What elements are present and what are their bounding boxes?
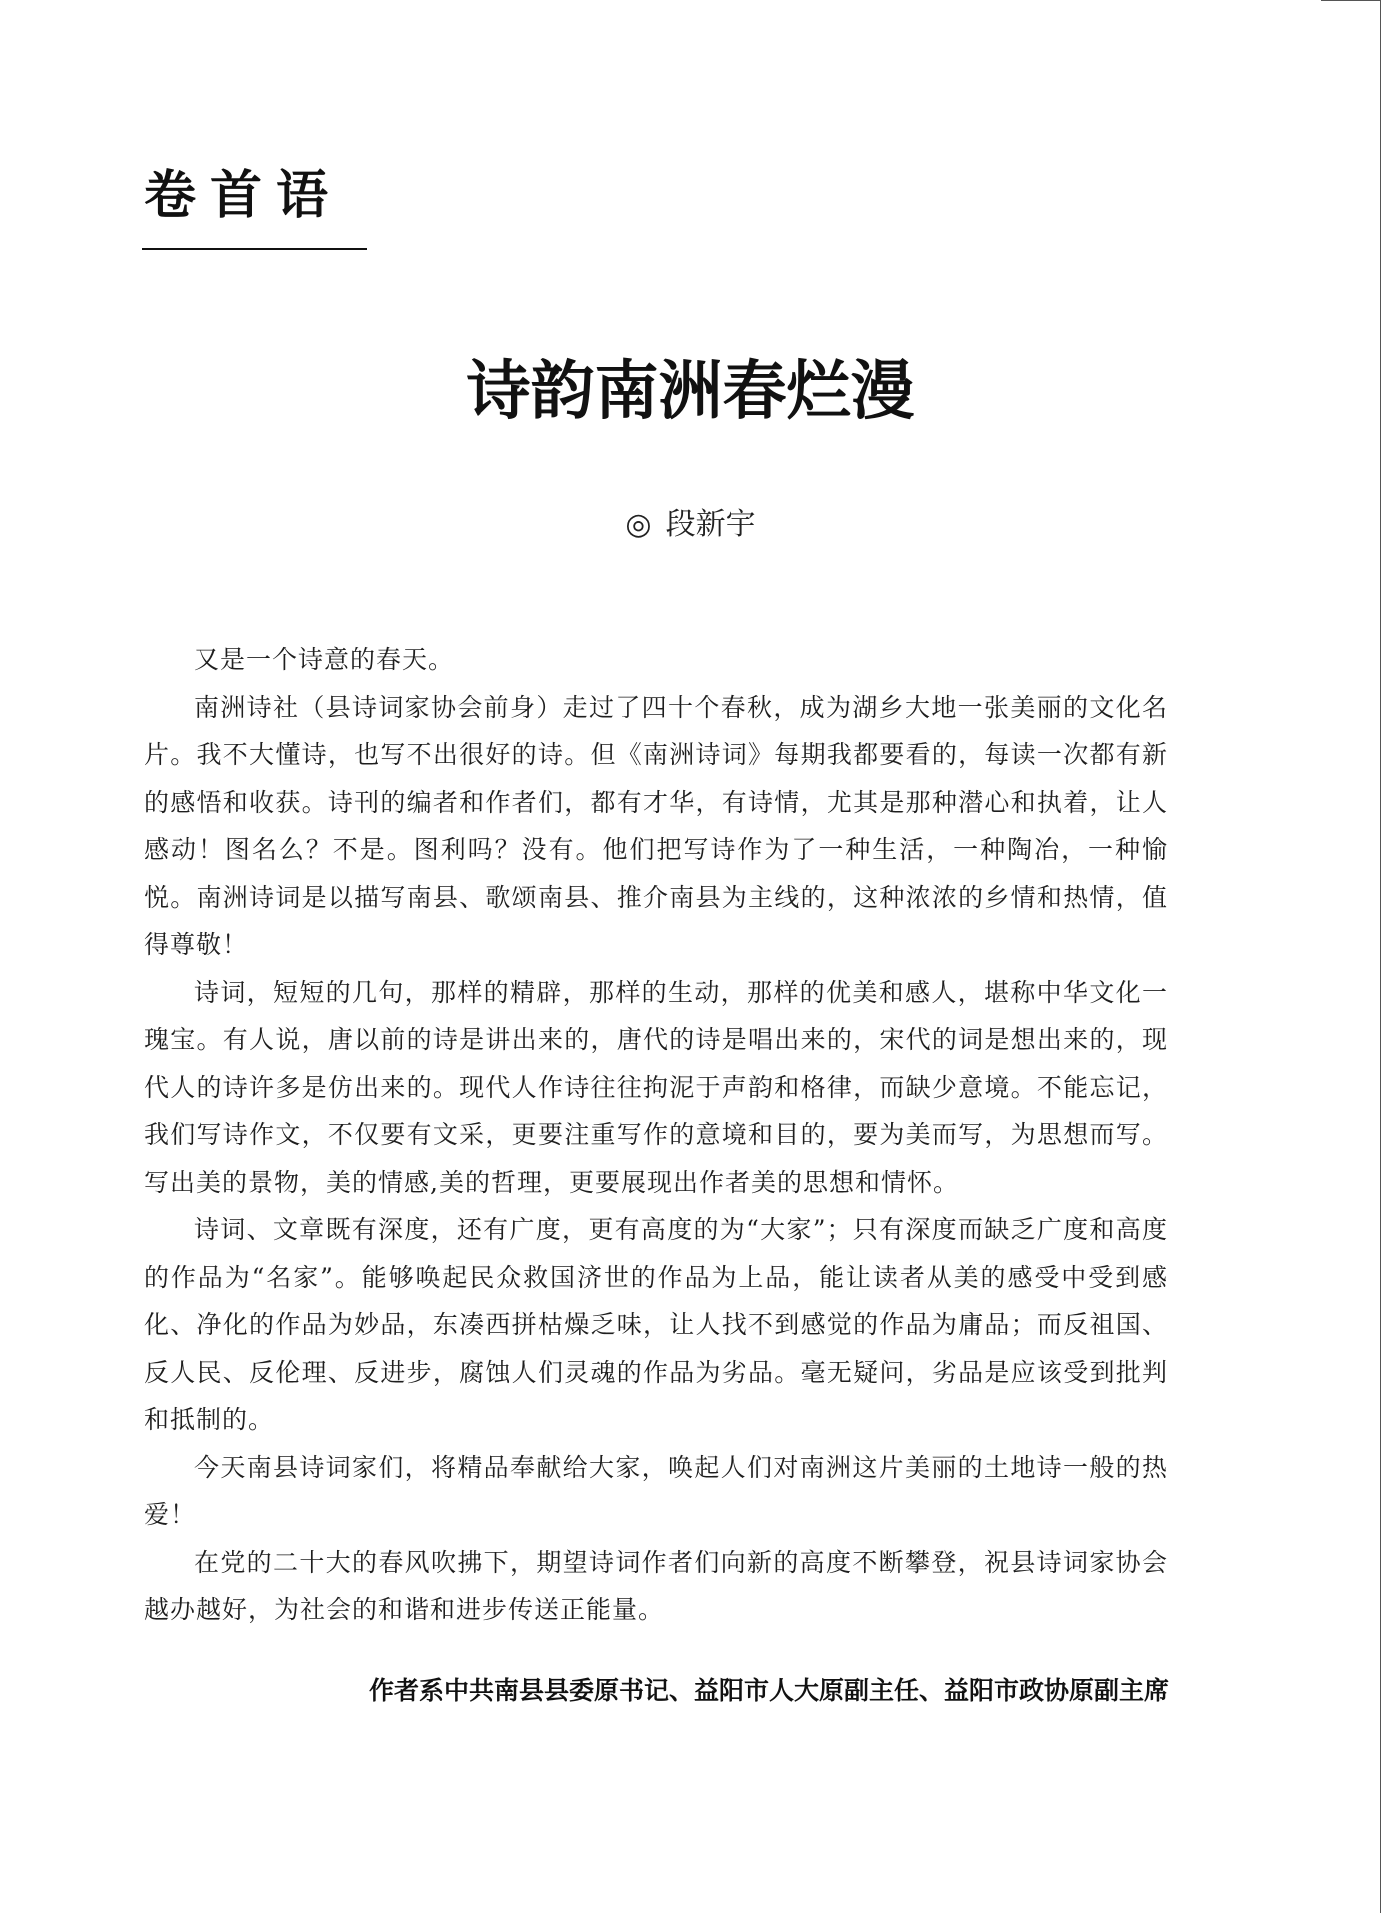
paragraph: 诗词、文章既有深度，还有广度，更有高度的为“大家”；只有深度而缺乏广度和高度的作品为“名家”。能够唤起民众救国济世的作品为上品，能让读者从美的感受中受到感化、净化的作品为妙品，东凑西拼枯燥乏味，让人找不到感觉的作品为庸品；而反祖国、反人民、反伦理、反进步，腐蚀人们灵魂的作品为劣品。毫无疑问，劣品是应该受到批判和抵制的。 [144,1215,1168,1434]
author-name: 段新宇 [665,507,756,542]
section-underline [142,248,367,250]
paragraph: 今天南县诗词家们，将精品奉献给大家，唤起人们对南洲这片美丽的土地诗一般的热爱！ [144,1452,1168,1529]
paragraph: 又是一个诗意的春天。 [194,645,455,674]
paragraph: 在党的二十大的春风吹拂下，期望诗词作者们向新的高度不断攀登，祝县诗词家协会越办越好，为社会的和谐和进步传送正能量。 [144,1547,1168,1624]
paragraph: 南洲诗社（县诗词家协会前身）走过了四十个春秋，成为湖乡大地一张美丽的文化名片。我不大懂诗，也写不出很好的诗。但《南洲诗词》每期我都要看的，每读一次都有新的感悟和收获。诗刊的编者和作者们，都有才华，有诗情，尤其是那种潜心和执着，让人感动！图名么？不是。图利吗？没有。他们把写诗作为了一种生活，一种陶冶，一种愉悦。南洲诗词是以描写南县、歌颂南县、推介南县为主线的，这种浓浓的乡情和热情，值得尊敬！ [144,692,1168,959]
author-note: 作者系中共南县县委原书记、益阳市人大原副主任、益阳市政协原副主席 [368,1676,1169,1705]
byline [0,507,1381,542]
paragraph: 诗词，短短的几句，那样的精辟，那样的生动，那样的优美和感人，堪称中华文化一瑰宝。有人说，唐以前的诗是讲出来的，唐代的诗是唱出来的，宋代的词是想出来的，现代人的诗许多是仿出来的。现代人作诗往往拘泥于声韵和格律，而缺少意境。不能忘记，我们写诗作文，不仅要有文采，更要注重写作的意境和目的，要为美而写，为思想而写。写出美的景物，美的情感,美的哲理，更要展现出作者美的思想和情怀。 [144,977,1168,1197]
article-title: 诗韵南洲春烂漫 [466,354,915,429]
section-label: 卷首语 [144,166,343,226]
page-corner-line [1321,0,1381,1]
article-body [144,636,1168,1634]
byline-mark-icon: ◎ [625,507,652,542]
